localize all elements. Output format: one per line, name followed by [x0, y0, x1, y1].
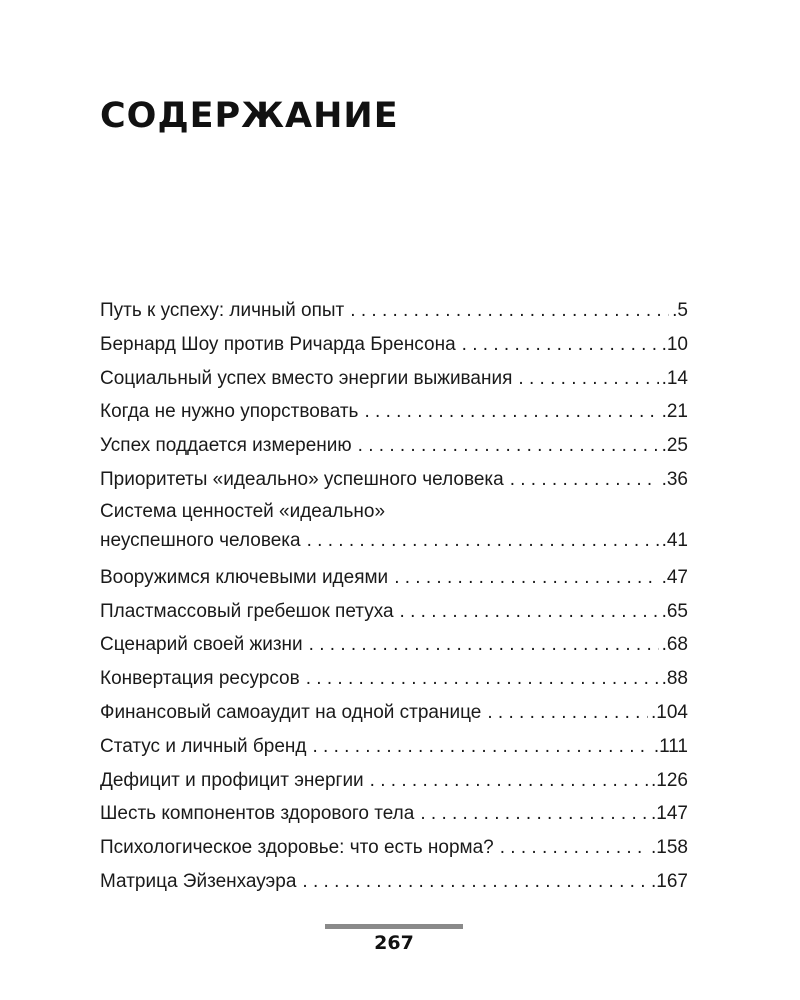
- toc-entry-page: .111: [653, 735, 688, 757]
- dot-leader: [462, 328, 659, 362]
- toc-entry-page: .5: [672, 300, 688, 321]
- dot-leader: [518, 362, 658, 396]
- toc-entry-page: .47: [661, 566, 688, 588]
- toc-entry-title: Пластмассовый гребешок петуха: [100, 600, 394, 622]
- toc-entry-page: .10: [661, 333, 688, 355]
- dot-leader: [350, 294, 669, 328]
- toc-entry-title: Приоритеты «идеально» успешного человека: [100, 468, 504, 490]
- toc-entry: [100, 561, 688, 595]
- toc-entry: [100, 328, 688, 362]
- toc-entry-title: Когда не нужно упорствовать: [100, 401, 359, 423]
- toc-entry-page: .14: [661, 367, 688, 389]
- dot-leader: [309, 628, 659, 662]
- toc-entry-title: Сценарий своей жизни: [100, 634, 303, 656]
- toc-entry: [100, 764, 688, 798]
- toc-entry: [100, 463, 688, 497]
- toc-entry: [100, 797, 688, 831]
- toc-entry: [100, 395, 688, 429]
- toc-entry-title: Шесть компонентов здорового тела: [100, 803, 415, 825]
- dot-leader: [302, 865, 648, 899]
- toc-entry-page: .167: [651, 870, 688, 892]
- toc-entry-page: .25: [661, 435, 688, 457]
- toc-entry-title: Путь к успеху: личный опыт: [100, 300, 345, 321]
- dot-leader: [500, 831, 648, 865]
- toc-entry-page: .65: [661, 600, 688, 622]
- toc-entry-title-line1: Система ценностей «идеально»: [100, 500, 386, 522]
- dot-leader: [358, 429, 659, 463]
- toc-entry-title: Бернард Шоу против Ричарда Бренсона: [100, 333, 456, 355]
- dot-leader: [487, 696, 648, 730]
- toc-entry: [100, 294, 688, 328]
- toc-entry-title: неуспешного человека: [100, 529, 301, 551]
- toc-entry: [100, 730, 688, 764]
- toc-entry-title: Успех поддается измерению: [100, 435, 352, 457]
- dot-leader: [510, 463, 659, 497]
- toc-entry-page: .41: [661, 529, 688, 551]
- toc-entry: [100, 595, 688, 629]
- dot-leader: [307, 527, 659, 555]
- toc-entry: [100, 865, 688, 899]
- toc-entry-page: .126: [651, 769, 688, 791]
- dot-leader: [370, 764, 648, 798]
- toc-entry: [100, 628, 688, 662]
- toc-entry-page: .158: [651, 837, 688, 859]
- toc-entry-title: Психологическое здоровье: что есть норма?: [100, 837, 494, 859]
- toc-entry-title: Конвертация ресурсов: [100, 668, 300, 690]
- dot-leader: [312, 730, 650, 764]
- toc-entry-title: Дефицит и профицит энергии: [100, 769, 364, 791]
- toc-entry: [100, 497, 688, 555]
- page-number-rule: [325, 924, 463, 929]
- page-number: 267: [374, 932, 414, 954]
- dot-leader: [420, 797, 648, 831]
- toc-entry-title: Вооружимся ключевыми идеями: [100, 566, 389, 588]
- toc-entry: [100, 362, 688, 396]
- toc-entry-page: .88: [661, 668, 688, 690]
- toc-entry-title: Социальный успех вместо энергии выживания: [100, 367, 513, 389]
- toc-entry: [100, 696, 688, 730]
- toc-entry: [100, 662, 688, 696]
- dot-leader: [400, 595, 659, 629]
- dot-leader: [394, 561, 658, 595]
- toc-entry-title: Статус и личный бренд: [100, 735, 307, 757]
- toc-entry-page: .68: [661, 634, 688, 656]
- toc-entry-title: Финансовый самоаудит на одной странице: [100, 701, 482, 723]
- toc-entry-page: .36: [661, 468, 688, 490]
- toc-entry: [100, 429, 688, 463]
- toc-entry-title: Матрица Эйзенхауэра: [100, 870, 297, 892]
- toc-entry: [100, 831, 688, 865]
- table-of-contents: [100, 294, 688, 899]
- dot-leader: [364, 395, 658, 429]
- toc-entry-page: .21: [661, 401, 688, 423]
- toc-entry-page: .104: [651, 701, 688, 723]
- toc-entry-page: .147: [651, 803, 688, 825]
- page-title: СОДЕРЖАНИЕ: [100, 96, 399, 136]
- dot-leader: [306, 662, 659, 696]
